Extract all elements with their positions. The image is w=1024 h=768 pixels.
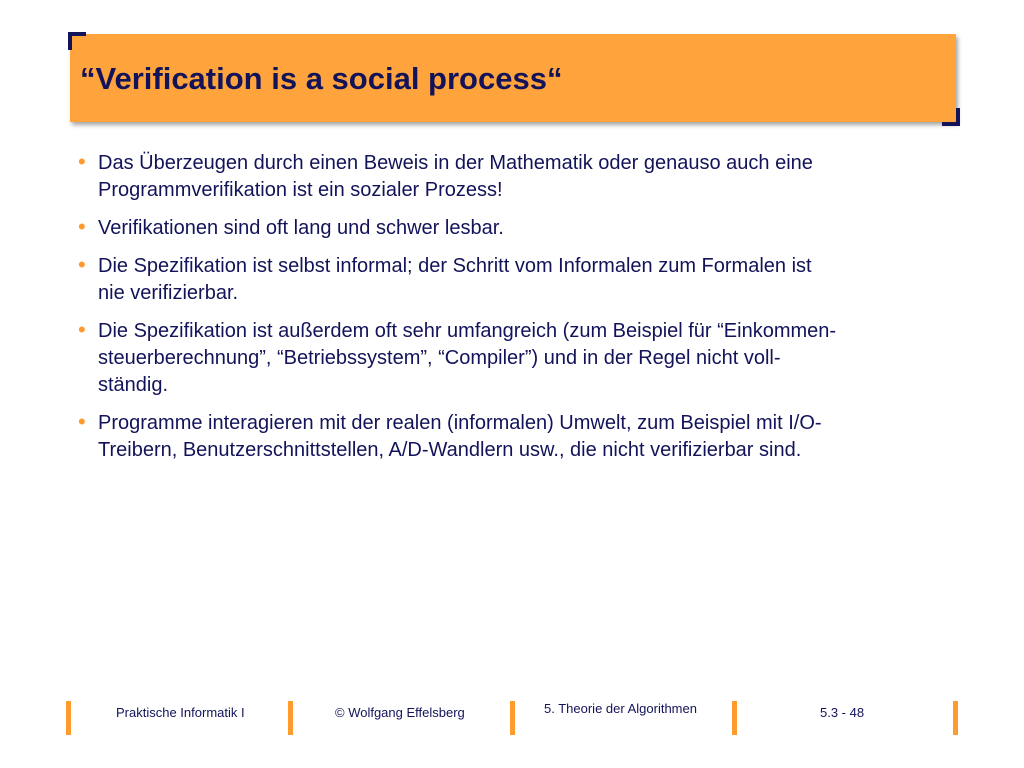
bullet-item bbox=[78, 410, 948, 464]
bullet-text: Die Spezifikation ist selbst informal; der Schritt vom Informalen zum Formalen ist nie verifizierbar. bbox=[98, 255, 812, 304]
footer-copyright: © Wolfgang Effelsberg bbox=[335, 705, 465, 720]
bullet-item bbox=[78, 150, 948, 204]
bullet-text: Das Überzeugen durch einen Beweis in der Mathematik oder genauso auch eine Programmverifikation ist ein sozialer Prozess! bbox=[98, 152, 813, 201]
bullet-item bbox=[78, 215, 948, 242]
bullet-icon: • bbox=[78, 409, 86, 434]
footer-divider bbox=[510, 701, 515, 735]
bullet-item bbox=[78, 253, 948, 307]
footer-course: Praktische Informatik I bbox=[116, 705, 245, 720]
bullet-item bbox=[78, 318, 948, 399]
slide-title: “Verification is a social process“ bbox=[80, 61, 563, 96]
bullet-text: Die Spezifikation ist außerdem oft sehr umfangreich (zum Beispiel für “Einkommen- steuerberechnung”, “Betriebssystem”, “Compiler”) und in der Regel nicht voll- ständig. bbox=[98, 320, 837, 396]
footer-divider bbox=[288, 701, 293, 735]
footer-chapter: 5. Theorie der Algorithmen bbox=[544, 701, 697, 716]
bullet-icon: • bbox=[78, 252, 86, 277]
footer-divider bbox=[732, 701, 737, 735]
bullet-icon: • bbox=[78, 317, 86, 342]
footer-divider bbox=[953, 701, 958, 735]
bullet-icon: • bbox=[78, 214, 86, 239]
bullet-icon: • bbox=[78, 149, 86, 174]
footer-divider bbox=[66, 701, 71, 735]
bullet-text: Verifikationen sind oft lang und schwer lesbar. bbox=[98, 217, 504, 239]
title-corner-top-left bbox=[68, 32, 86, 50]
title-corner-bottom-right bbox=[942, 108, 960, 126]
bullet-text: Programme interagieren mit der realen (informalen) Umwelt, zum Beispiel mit I/O- Treibern, Benutzerschnittstellen, A/D-Wandlern usw., die nicht verifizierbar sind. bbox=[98, 412, 822, 461]
footer-page-number: 5.3 - 48 bbox=[820, 705, 865, 720]
bullet-list bbox=[78, 150, 948, 475]
